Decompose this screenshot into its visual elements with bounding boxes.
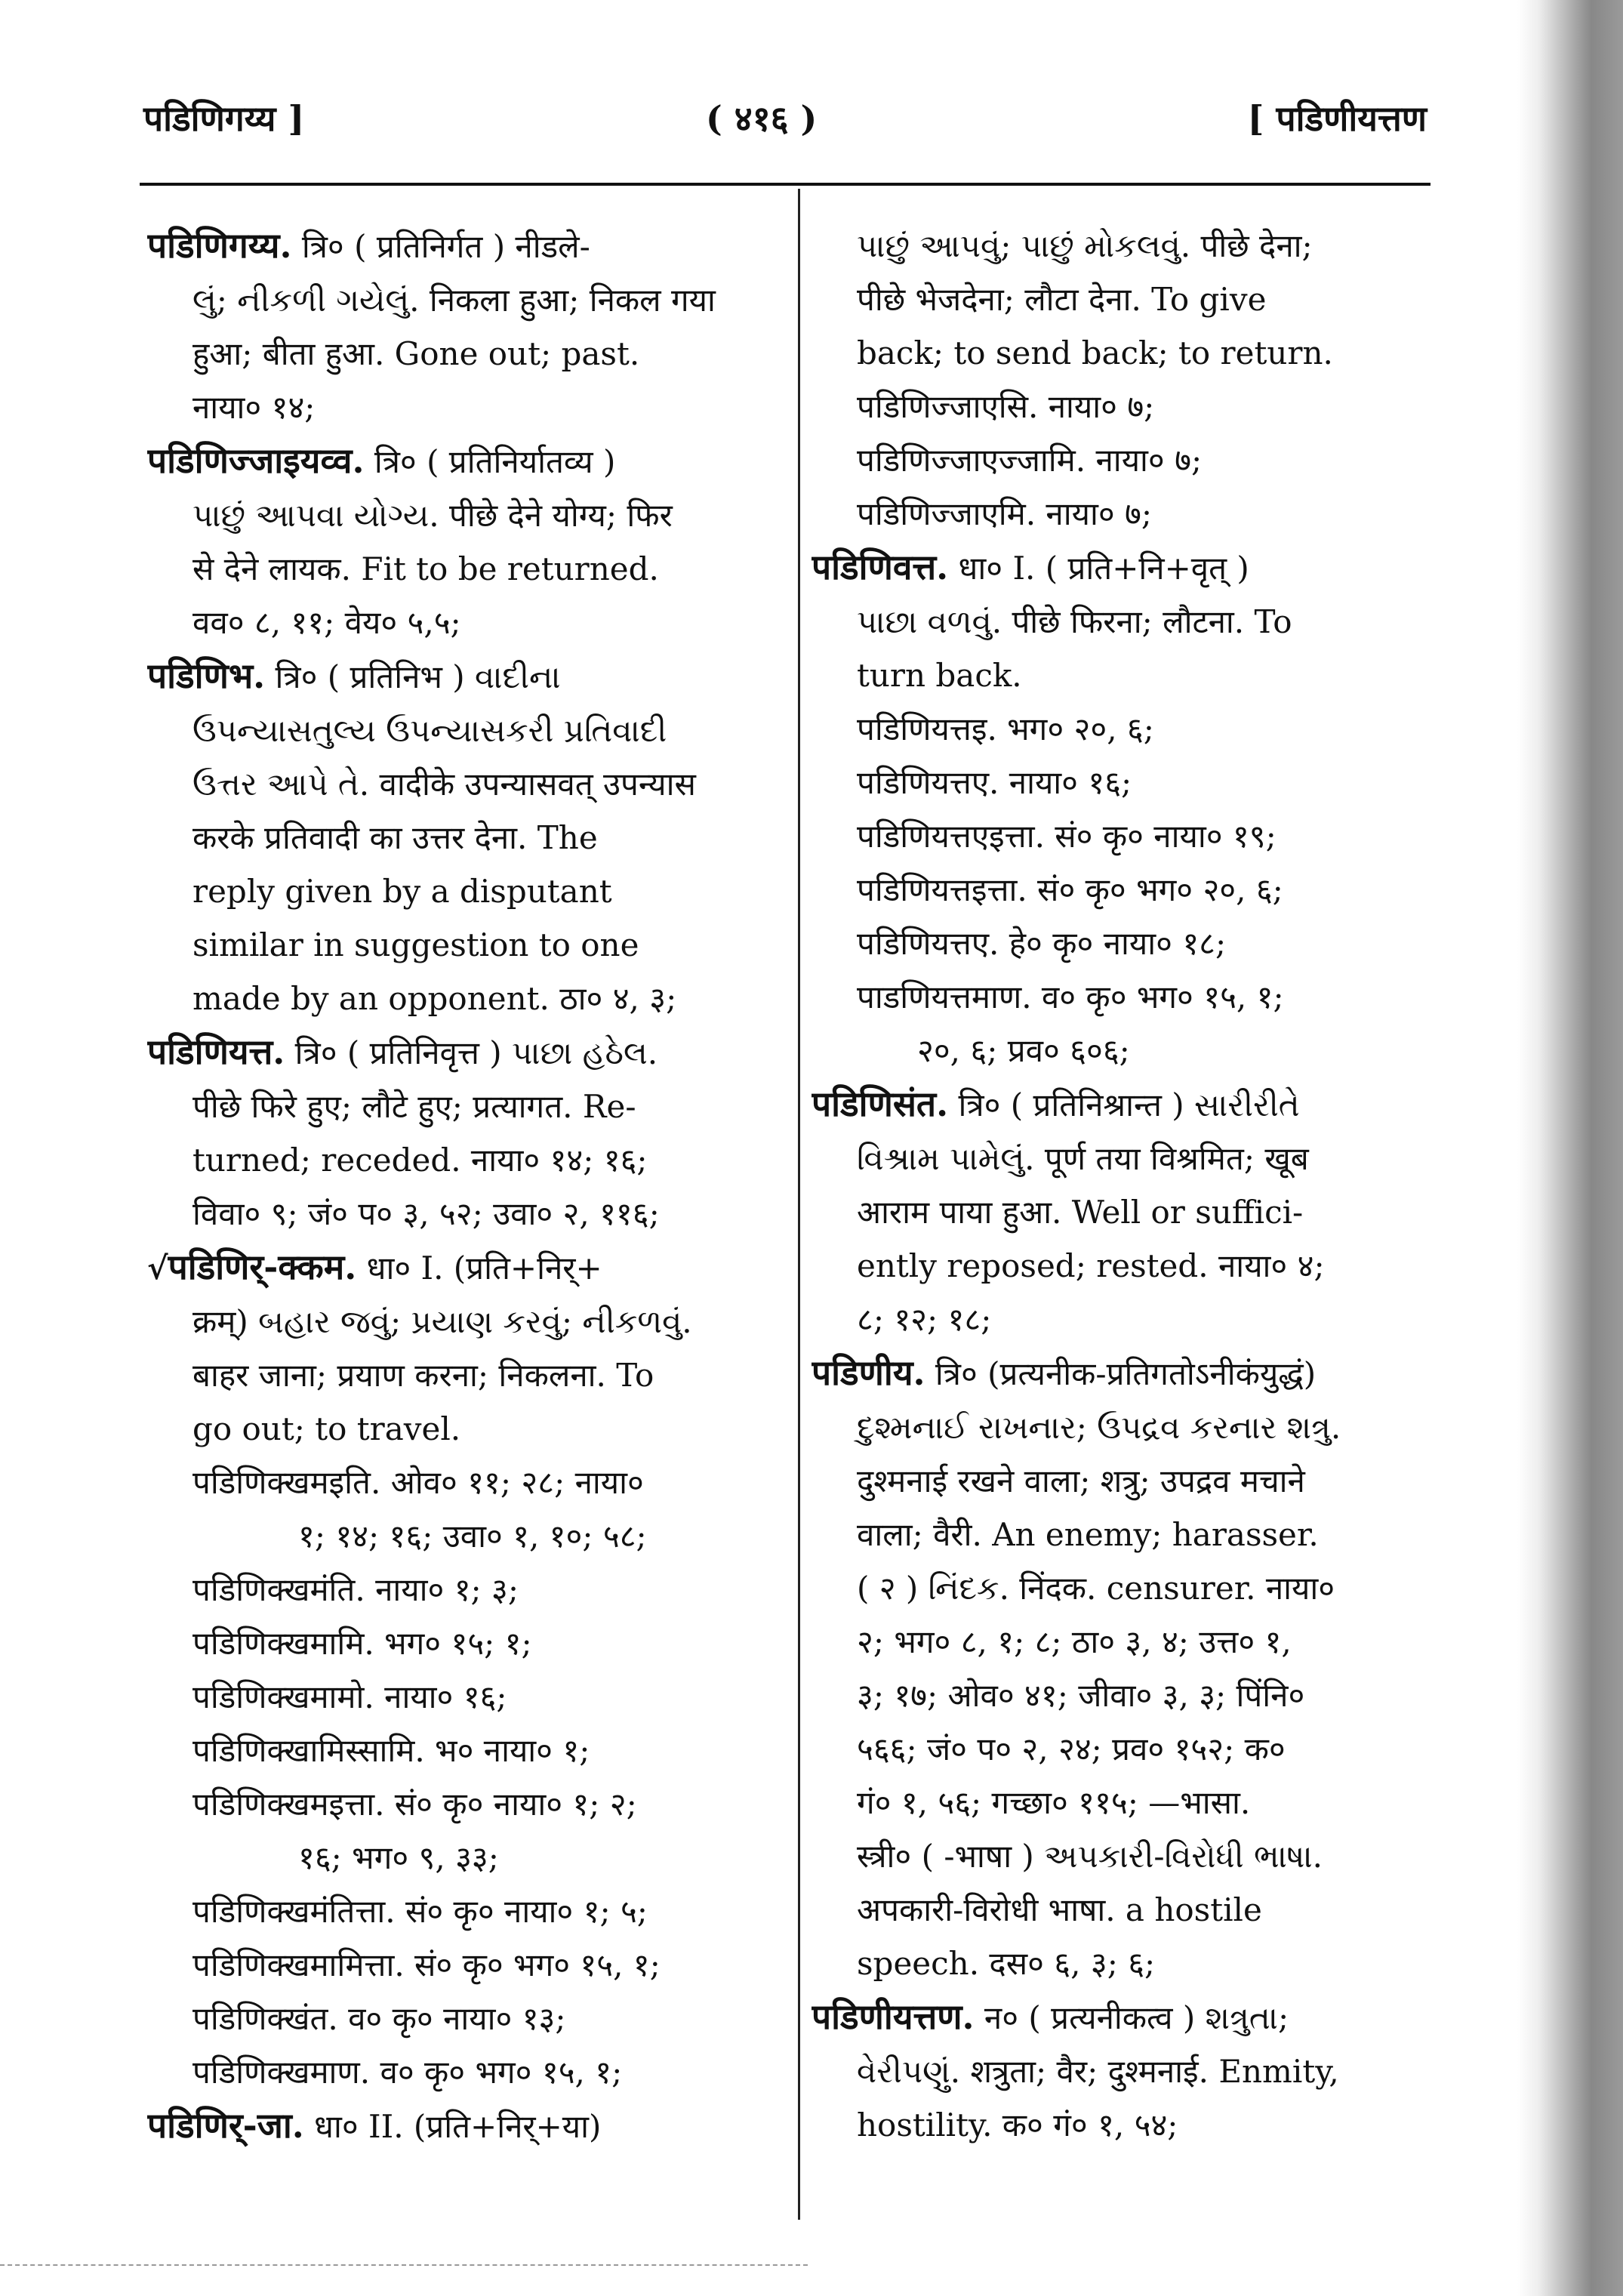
entry-text-line [812,1615,1438,1669]
entry-text: made by an opponent. ठा० ४, ३; [192,980,677,1017]
entry-text-line [812,863,1438,917]
entry-text-line [147,2045,781,2099]
entry-text: से देने लायक. Fit to be returned. [192,550,659,587]
headword: पडिणियत्त. [147,1031,285,1072]
entry-text-line [147,1080,781,1133]
entry-text-line [147,1456,781,1509]
entry-text: reply given by a disputant [192,873,612,910]
header-right-guide-word: [ पडिणीयत्तण [1247,98,1427,139]
entry-text: पीछे फिरे हुए; लौटे हुए; प्रत्यागत. Re- [192,1088,636,1125]
entry-text-line [147,488,781,542]
entry-text: पीछे भेजदेना; लौटा देना. To give [857,281,1267,318]
headword: पडिणिर्-जा. [147,2105,304,2146]
entry-text-line [147,1724,781,1777]
entry-text: similar in suggestion to one [192,926,639,963]
entry-text: पडिणिज्जाएसि. नाया० ७; [857,388,1155,425]
dictionary-entry-line [147,1240,781,1295]
entry-text-line [812,273,1438,326]
entry-text-line [812,1293,1438,1346]
entry-text-line [147,1509,781,1563]
entry-text: करके प्रतिवादी का उत्तर देना. The [192,819,598,856]
entry-text-line [812,595,1438,649]
entry-text: પાછું આપવું; પાછું મોકલવું. पीछे देना; [857,227,1313,264]
headword: पडिणिवत्त. [812,547,949,587]
entry-text: ently reposed; rested. नाया० ४; [857,1247,1325,1284]
entry-text-line [812,1185,1438,1239]
entry-text: पडिणियत्तइत्ता. सं० कृ० भग० २०, ६; [857,871,1283,908]
entry-text: back; to send back; to return. [857,334,1333,371]
entry-text: hostility. क० गं० १, ५४; [857,2106,1178,2143]
left-column [147,219,781,2153]
entry-text-line [147,1402,781,1456]
entry-text: धा० I. (प्रति+निर्+ [356,1250,602,1287]
dictionary-entry-line [147,219,781,273]
entry-text: त्रि० ( प्रतिनिश्रान्त ) સારીરીતે [948,1086,1300,1123]
entry-text: turned; receded. नाया० १४; १६; [192,1142,648,1179]
entry-text-line [147,1885,781,1938]
entry-text-line [812,1132,1438,1185]
entry-text-line [147,1777,781,1831]
entry-text: पाडणियत्तमाण. व० कृ० भग० १५, १; [857,978,1284,1015]
entry-text: धा० II. (प्रति+निर्+या) [303,2108,602,2145]
headword: पडिणिगय्य. [147,225,292,266]
entry-text: धा० I. ( प्रति+नि+वृत् ) [948,550,1249,587]
entry-text-line [147,864,781,918]
entry-text: पडिणियत्तएइत्ता. सं० कृ० नाया० १९; [857,818,1277,855]
entry-text: દુશ્મનાઈ રાખનાર; ઉપદ્રવ કરનાર શત્રુ. [857,1409,1341,1446]
entry-text: पडिणिक्खमंति. नाया० १; ३; [192,1571,519,1608]
entry-text: વેરીપણું. शत्रुता; वैर; दुश्मनाई. Enmity, [857,2053,1339,2090]
entry-text-line [812,917,1438,970]
entry-text-line [812,487,1438,541]
header-rule [140,183,1431,186]
entry-text-line [147,811,781,864]
column-divider [798,189,800,2220]
entry-text: ५६६; जं० प० २, २४; प्रव० १५२; क० [857,1730,1286,1767]
entry-text: त्रि० ( प्रतिनिर्गत ) नीडले- [291,228,590,265]
entry-text-line [147,381,781,434]
entry-text: नाया० १४; [192,389,316,426]
entry-text-line [812,756,1438,809]
checkmark-icon: √ [147,1250,168,1287]
entry-text: आराम पाया हुआ. Well or suffici- [857,1194,1304,1231]
entry-text-line [812,1776,1438,1829]
entry-text-line [812,380,1438,433]
entry-text-line [812,809,1438,863]
headword: पडिणिसंत. [812,1083,949,1124]
entry-text: પાછા વળવું. पीछे फिरना; लौटना. To [857,603,1292,640]
entry-text: पडिणिज्जाएज्जामि. नाया० ७; [857,442,1203,479]
entry-text: बाहर जाना; प्रयाण करना; निकलना. To [192,1357,654,1394]
entry-text: पडिणिक्खमंतित्ता. सं० कृ० नाया० १; ५; [192,1893,648,1930]
headword: पडिणीयत्तण. [812,1996,975,2037]
entry-text: पडिणिक्खामिस्सामि. भ० नाया० १; [192,1732,590,1769]
entry-text-line [812,2098,1438,2152]
entry-text-line [147,542,781,596]
page-edge-shadow [1517,0,1623,2296]
entry-text-line [147,1295,781,1348]
bottom-dashed-line [0,2264,808,2266]
entry-text: turn back. [857,657,1022,694]
dictionary-entry-line [147,434,781,488]
entry-text-line [147,327,781,381]
entry-text: पडिणियत्तए. नाया० १६; [857,764,1132,801]
entry-text: speech. दस० ६, ३; ६; [857,1945,1156,1982]
entry-text: ८; १२; १८; [857,1301,992,1338]
dictionary-entry-line [147,2099,781,2153]
entry-text-line [812,1454,1438,1508]
entry-text: पडिणिक्खमामित्ता. सं० कृ० भग० १५, १; [192,1946,661,1983]
entry-text: લું; નીકળી ગયેલું. निकला हुआ; निकल गया [192,282,716,319]
entry-text: विवा० ९; जं० प० ३, ५२; उवा० २, ११६; [192,1195,660,1232]
entry-text: हुआ; बीता हुआ. Gone out; past. [192,335,640,372]
page-number: ( ४१६ ) [706,98,818,139]
entry-text: त्रि० ( प्रतिनिभ ) વાદીના [265,658,561,695]
headword: पडिणिभ. [147,655,266,696]
entry-text: ३; १७; ओव० ४१; जीवा० ३, ३; पिंनि० [857,1677,1305,1714]
entry-text: स्त्री० ( -भाषा ) અપકારી-વિરોધી ભાષા. [857,1838,1323,1875]
entry-text-line [812,970,1438,1024]
dictionary-entry-line [812,1990,1438,2045]
entry-text: २; भग० ८, १; ८; ठा० ३, ४; उत्त० १, [857,1623,1292,1660]
entry-text: ઉત્તર આપે તે. वादीके उपन्यासवत् उपन्यास [192,766,696,803]
entry-text: क्रम्) બહાર જવું; પ્રયાણ કરવું; નીકળવું. [192,1303,692,1340]
entry-text-line [147,972,781,1025]
entry-text-line [812,1669,1438,1722]
entry-text-line [812,702,1438,756]
entry-text: पडिणियत्तए. हे० कृ० नाया० १८; [857,925,1227,962]
entry-text: पडिणिक्खमामि. भग० १५; १; [192,1625,532,1662]
entry-text: पडिणियत्तइ. भग० २०, ६; [857,710,1154,747]
entry-text: न० ( प्रत्यनीकत्व ) શત્રુતા; [974,1999,1289,2036]
entry-text-line [147,918,781,972]
entry-text: त्रि० ( प्रतिनिवृत्त ) પાછા હઠેલ. [285,1034,658,1071]
entry-text-line [147,273,781,327]
dictionary-entry-line [812,1077,1438,1132]
entry-text-line [812,1239,1438,1293]
entry-text-line [147,596,781,649]
entry-text-line [812,1024,1438,1077]
headword: पडिणिज्जाइयव्व. [147,440,365,481]
entry-text: पडिणिज्जाएमि. नाया० ७; [857,495,1153,532]
right-column [812,219,1438,2152]
entry-text-line [147,1348,781,1402]
headword: पडिणिर्-क्कम. [168,1247,357,1287]
entry-text-line [147,1563,781,1616]
entry-text-line [812,1883,1438,1937]
entry-text: पडिणिक्खमाण. व० कृ० भग० १५, १; [192,2054,623,2091]
dictionary-entry-line [147,649,781,704]
entry-text: पडिणिक्खमइत्ता. सं० कृ० नाया० १; २; [192,1786,637,1823]
entry-text: ( २ ) નિંદક. निंदक. censurer. नाया० [857,1570,1335,1607]
entry-text: २०, ६; प्रव० ६०६; [917,1032,1130,1069]
entry-text: गं० १, ५६; गच्छा० ११५; —भासा. [857,1784,1251,1821]
entry-text-line [812,326,1438,380]
entry-text: ઉપન્યાસતુલ્ય ઉપન્યાસકરી પ્રતિવાદી [192,712,667,749]
entry-text-line [147,1133,781,1187]
entry-text-line [147,1992,781,2045]
entry-text: वाला; वैरी. An enemy; harasser. [857,1516,1319,1553]
entry-text-line [812,2045,1438,2098]
entry-text: go out; to travel. [192,1410,461,1447]
entry-text: त्रि० ( प्रतिनिर्यातव्य ) [364,443,616,480]
dictionary-entry-line [147,1025,781,1080]
entry-text: १; १४; १६; उवा० १, १०; ५८; [298,1518,647,1555]
entry-text-line [147,757,781,811]
entry-text-line [812,1561,1438,1615]
entry-text: पडिणिक्खमामो. नाया० १६; [192,1678,507,1715]
entry-text-line [812,1401,1438,1454]
entry-text: वव० ८, ११; वेय० ५,५; [192,604,461,641]
entry-text-line [812,1829,1438,1883]
entry-text-line [147,1187,781,1240]
entry-text-line [812,1722,1438,1776]
entry-text-line [147,1831,781,1885]
page-header [143,94,1427,155]
entry-text-line [812,1508,1438,1561]
headword: पडिणीय. [812,1352,925,1393]
entry-text-line [812,433,1438,487]
entry-text: अपकारी-विरोधी भाषा. a hostile [857,1891,1262,1928]
entry-text-line [147,1938,781,1992]
entry-text-line [147,1616,781,1670]
entry-text-line [147,1670,781,1724]
entry-text-line [147,704,781,757]
dictionary-entry-line [812,541,1438,595]
header-left-guide-word: पडिणिगय्य ] [143,98,305,139]
entry-text: त्रि० (प्रत्यनीक-प्रतिगतोऽनीकंयुद्धं) [925,1355,1317,1392]
entry-text: पडिणिक्खमइति. ओव० ११; २८; नाया० [192,1464,644,1501]
dictionary-entry-line [812,1346,1438,1401]
entry-text-line [812,1937,1438,1990]
entry-text-line [812,219,1438,273]
entry-text-line [812,649,1438,702]
entry-text: पडिणिक्खंत. व० कृ० नाया० १३; [192,2000,566,2037]
entry-text: વિશ્રામ પામેલું. पूर्ण तया विश्रमित; खूब [857,1140,1309,1177]
entry-text: પાછું આપવા યોગ્ય. पीछे देने योग्य; फिर [192,497,673,534]
entry-text: १६; भग० ९, ३३; [298,1839,499,1876]
entry-text: दुश्मनाई रखने वाला; शत्रु; उपद्रव मचाने [857,1462,1305,1499]
